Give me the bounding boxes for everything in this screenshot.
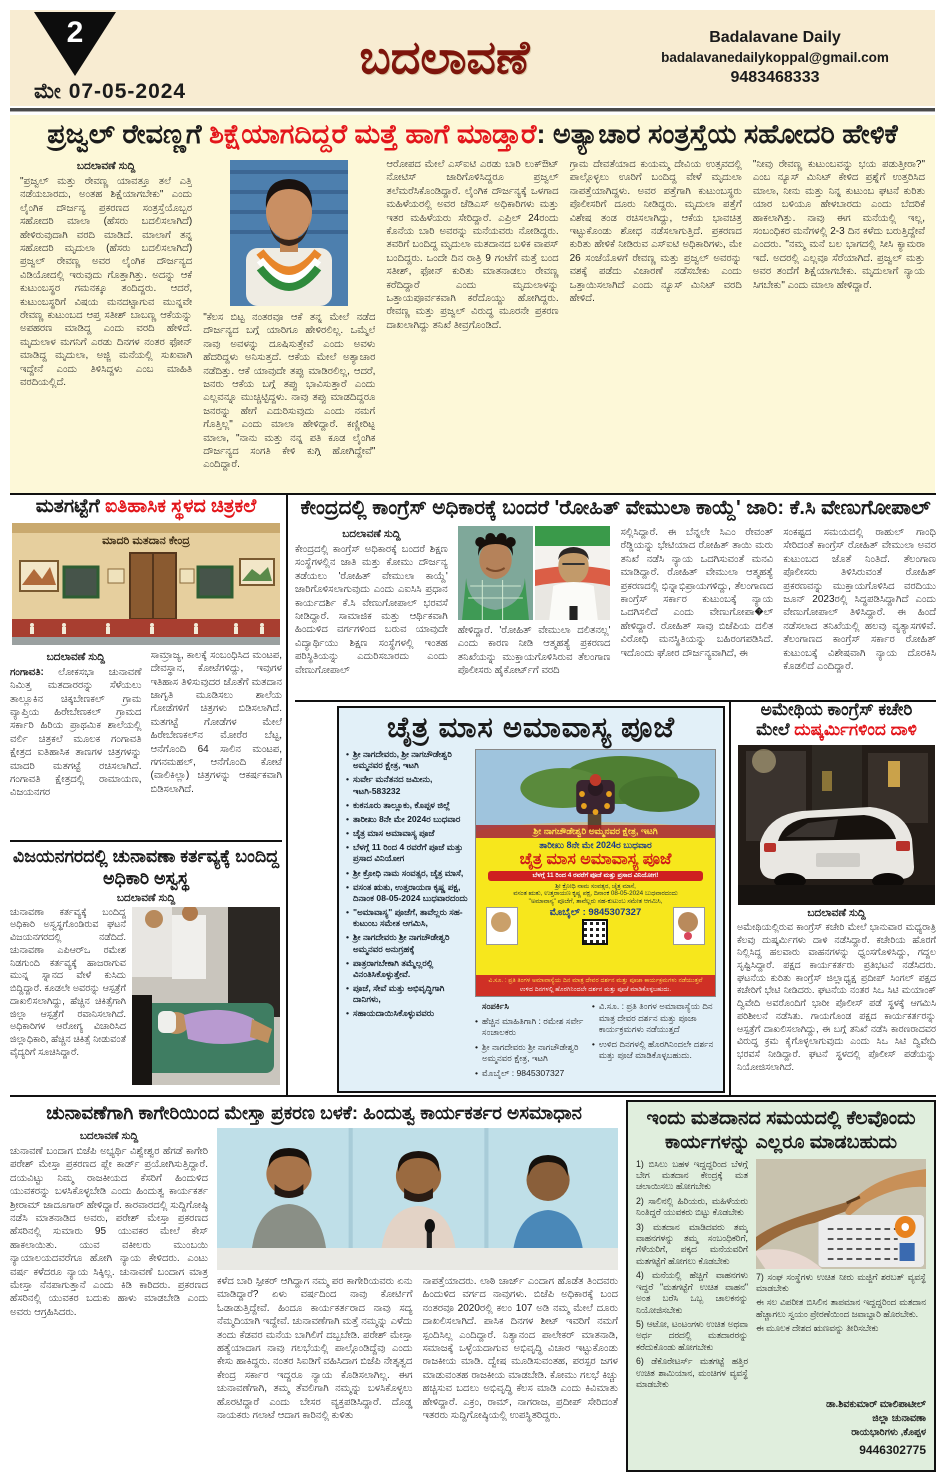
polling-art-headline-red: ಐತಿಹಾಸಿಕ ಸ್ಥಳದ ಚಿತ್ರಕಲೆ: [105, 497, 257, 517]
officer-headline: ವಿಜಯನಗರದಲ್ಲಿ ಚುನಾವಣಾ ಕರ್ತವ್ಯಕ್ಕೆ ಬಂದಿದ್ದ ಅಧಿಕಾರಿ ಅಸ್ವಸ್ಥ: [12, 846, 280, 888]
vemula-headline: ಕೇಂದ್ರದಲ್ಲಿ ಕಾಂಗ್ರೆಸ್ ಅಧಿಕಾರಕ್ಕೆ ಬಂದರೆ 'ರೋಹಿತ್ ವೇಮುಲಾ ಕಾಯ್ದೆ' ಜಾರಿ: ಕೆ.ಸಿ ವೇಣುಗೋಪಾಲ್: [300, 497, 931, 519]
sign-role-2: ರಾಯಭಾರಿಗಳು ,ಕೊಪ್ಪಳ: [851, 1427, 926, 1439]
edition-block: [10, 12, 264, 104]
lead-column-1: [20, 158, 192, 480]
left-col-divider-rule: [10, 840, 282, 842]
brand-email: badalavanedailykoppal@gmail.com: [661, 49, 889, 65]
mesta-col3-text: ನಾಪತ್ತೆಯಾದರು. ಲಾಠಿ ಚಾರ್ಜ್ ಎಂದಾಗ ಹೊಡೆತ ತಿಂದವರು ಹಿಂದುಳಿದ ವರ್ಗದ ನಾವುಗಳು. ಬಿಜೆಪಿ ಅಧಿಕಾರಕ್ಕೆ ಬಂದ ನಂತರವೂ 2020ರಲ್ಲಿ ಕಲಂ 107 ಅಡಿ ನಮ್ಮ ಮೇಲೆ ದೂರು ದಾಖಲಿಸಲಾಗಿದೆ. ಪಾಸಿಕ ದಿನಗಳ ಶೀಟ್ ಇವರಿಗೆ ನಮಗೆ ಸ್ಪಂದಿಸಿಲ್ಲ ಎಂದಿದ್ದಾರೆ. ನಿತ್ಯಾನಂದ ಪಾಲೇಕರ್ ಮಾತನಾಡಿ, ಸಮಾಜಕ್ಕೆ ಒಳ್ಳೆಯದಾಗುವ ಅಭಿವೃದ್ಧಿ ವಿಚಾರ ಇಟ್ಟುಕೊಂಡು ರಾಜಕೀಯ ಮಾಡಿ. ದ್ವೇಷ ಮೂಡಿಸುವಂತಹ, ಪರಸ್ಪರ ಜಗಳ ಮಾಡುವಂತಹ ರಾಜಕೀಯ ಮಾಡಬೇಡಿ. ಕೋಮು ಗಲಭೆ ಕಿಚ್ಚು ಹಚ್ಚಿಸುವ ಬದಲು ಅಭಿವೃದ್ಧಿ ಕೆಲಸ ಮಾಡಿ ಎಂದು ಕಿವಿಮಾತು ಹೇಳಿದ್ದಾರೆ. ಎಕ್ರಂ, ರಾಮ್, ನಾಗರಾಜ, ಪ್ರದೀಪ್ ಸೇರಿದಂತೆ ಇತರರು ಸುದ್ದಿಗೋಷ್ಠಿಯಲ್ಲಿ ಉಪಸ್ಥಿತರಿದ್ದರು.: [422, 1276, 618, 1421]
amethi-headline-line2-black: ಮೇಲೆ: [756, 720, 795, 740]
polling-art-col2-text: ಸಾಮ್ರಾಜ್ಯ, ಕಾಲಕ್ಕೆ ಸಂಬಂಧಿಸಿದ ಮಂಟಪ, ದೇವಸ್ಥಾನ, ಕೋಟೆಗಳಿದ್ದು, ಇವುಗಳ ಇತಿಹಾಸ ತಿಳಿಸುವುದರ ಜೊತೆಗೆ ಮತದಾನ ಜಾಗೃತಿ ಮೂಡಿಸಲು ಶಾಲೆಯ ಗೋಡೆಗಳಿಗೆ ಚಿತ್ರಗಳು ಬಿಡಿಸಲಾಗಿದೆ. ಮತಗಟ್ಟೆ ಗೋಡೆಗಳ ಮೇಲೆ ಹಿರೇಬೇಣಕಲ್‌ನ ಮೋರೆರ ಬೆಟ್ಟ, ಆನೆಗೊಂದಿ 64 ಸಾಲಿನ ಮಂಟಪ, ಗಗನಮಹಲ್, ಆನೆಗೊಂದಿ ಕೋಟೆ (ವಾಲಿಕಿಲ್ಲಾ) ಚಿತ್ರಗಳನ್ನು ಆಕರ್ಷಕವಾಗಿ ಬಿಡಿಸಲಾಗಿದೆ.: [150, 649, 282, 795]
polling-art-byline: ಬದಲಾವಣೆ ಸುದ್ದಿ: [46, 650, 105, 663]
brand-name: Badalavane Daily: [709, 29, 841, 47]
lead-headline-black-2: : ಅತ್ಯಾಚಾರ ಸಂತ್ರಸ್ತೆಯ ಸಹೋದರಿ ಹೇಳಿಕೆ: [536, 119, 898, 149]
tips-item: 5) ಆಟೋ, ಟಂಟಂಗಳು ಉಚಿತ ಅಥವಾ ಅರ್ಧ ದರದಲ್ಲಿ ಮತದಾರರನ್ನು ಕರೆದುಕೊಂಡು ಹೋಗಬೇಕು: [636, 1318, 748, 1352]
vemula-column-2: [458, 526, 611, 690]
chaitra-item: • ತಾರೀಖು 8ನೇ ಮೇ 2024ರ ಬುಧವಾರ: [346, 814, 468, 825]
officer-photo-graphic: [132, 907, 280, 1085]
poster-portrait-left: [486, 907, 518, 945]
poster-kshetra-line: ಶ್ರೀ ನಾಗಚೌಡೇಶ್ವರಿ ಅಮ್ಮನವರ ಕ್ಷೇತ್ರ, ಇಟಗಿ: [476, 825, 715, 838]
tips-list-left: [636, 1159, 748, 1459]
rohith-photo-graphic: [458, 526, 533, 620]
lead-byline: ಬದಲಾವಣೆ ಸುದ್ದಿ: [76, 160, 136, 173]
poster-small-line-2: ವಸಂತ ಋತು, ಉತ್ತರಾಯಣ ಕೃಷ್ಣ ಪಕ್ಷ, ದಿನಾಂಕ 08-05-2024 ಬುಧವಾರದಂದು: [513, 890, 678, 898]
amethi-body-text: ಅಮೇಥಿಯಲ್ಲಿರುವ ಕಾಂಗ್ರೆಸ್ ಕಚೇರಿ ಮೇಲೆ ಭಾನುವಾರ ಮಧ್ಯರಾತ್ರಿ ಕೆಲವು ದುಷ್ಕರ್ಮಿಗಳು ದಾಳಿ ನಡೆಸಿದ್ದಾರೆ. ಕಚೇರಿಯ ಹೊರಗೆ ನಿಲ್ಲಿಸಿದ್ದ ಹಲವಾರು ವಾಹನಗಳನ್ನು ಧ್ವಂಸಗೊಳಿಸಿದ್ದು, ಗದ್ದಲ ಸೃಷ್ಟಿಸಿದ್ದಾರೆ. ಪಕ್ಷದ ಕಾರ್ಯಕರ್ತರು ಪ್ರತಿಭಟನೆ ನಡೆಸಿದರು. ಘಟನೆಯ ಕುರಿತು ಕಾಂಗ್ರೆಸ್ ಜಿಲ್ಲಾಧ್ಯಕ್ಷ ಪ್ರದೀಪ್ ಸಿಂಗಲ್ ಪಕ್ಷದ ಕಚೇರಿಗೆ ಭೇಟಿ ನೀಡಿದರು. ಘಟನೆಯ ನಂತರ ಸಿಒ ಸಿಟಿ ಮಯಾಂಕ್ ದ್ವಿವೇದಿ ಅವರೊಂದಿಗೆ ಭಾರೀ ಪೊಲೀಸ್ ಪಡೆ ಸ್ಥಳಕ್ಕೆ ಆಗಮಿಸಿ ಪರಿಶೀಲನೆ ನಡೆಸಿತು. ಗಾಯಗೊಂಡ ಪಕ್ಷದ ಕಾರ್ಯಕರ್ತರನ್ನು ಆಸ್ಪತ್ರೆಗೆ ದಾಖಲಿಸಲಾಗಿದ್ದು, ಈ ಬಗ್ಗೆ ತನಿಖೆ ನಡೆಸಿ ಕಾರಣರಾದವರ ವಿರುದ್ಧ ಕ್ರಮ ಕೈಗೊಳ್ಳಲಾಗುವುದು ಎಂದು ಸಿಒ ಸಿಟಿ ದ್ವಿವೇದಿ ಭರವಸೆ ನೀಡಿದ್ದಾರೆ. ಘಟನೆ ಸ್ಥಳದಲ್ಲಿ ಪೊಲೀಸ್ ಪಡೆಯನ್ನು ನಿಯೋಜಿಸಲಾಗಿದೆ.: [737, 921, 936, 1073]
amethi-left-rule: [729, 702, 731, 1095]
poster-red-line-2: ಉಳಿದ ದಿನಗಳಲ್ಲಿ ಹೊರಗಿನಿಂದಲೇ ದರ್ಶನ ಮತ್ತು ಪೂಜೆ ಮಾಡಿಕೊಳ್ಳಬಹುದು.: [519, 985, 672, 993]
poster-small-line-3: "ಅಮಾವಾಸ್ಯ" ಪೂಜೆಗೆ, ತಾವೆಲ್ಲರು ಸಹ-ಕುಟುಂಬ ಸಮೇತ ಆಗಮಿಸಿ,: [528, 898, 663, 906]
chaitra-item: • ಶ್ರೀ ನಾಗದೇವರು ಶ್ರೀ ನಾಗಚೌಡೇಶ್ವರಿ ಅಮ್ಮನವರ ಅನುಗ್ರಹಕ್ಕೆ: [346, 932, 468, 954]
sign-role-1: ಜಿಲ್ಲಾ ಚುನಾವಣಾ: [872, 1413, 926, 1424]
poster-portrait-right: [673, 907, 705, 945]
car-photo-graphic: [738, 745, 935, 905]
lead-col1-text: "ಪ್ರಜ್ವಲ್ ಮತ್ತು ರೇವಣ್ಣ ಯಾವತ್ತೂ ತಲೆ ಎತ್ತಿ ನಡೆಯಬಾರದು, ಅಂತಹ ಶಿಕ್ಷೆಯಾಗಬೇಕು" ಎಂದು ಲೈಂಗಿಕ ದೌರ್ಜನ್ಯ ಪ್ರಕರಣದ ಸಂತ್ರಸ್ತೆಯೊಬ್ಬರ ಸಹೋದರಿ ಮಾಲಾ (ಹೆಸರು ಬದಲಿಸಲಾಗಿದೆ) ಹೇಳಿರುವುದಾಗಿ ವರದಿ ಮಾಡಿದೆ. ಮಾಲಾಗೆ ತನ್ನ ಸಹೋದರಿ ಮೃದುಲಾ (ಹೆಸರು ಬದಲಿಸಲಾಗಿದೆ) ಪ್ರಜ್ವಲ್ ರೇವಣ್ಣ ಅವರ ಲೈಂಗಿಕ ದೌರ್ಜನ್ಯದ ವಿಡಿಯೋದಲ್ಲಿ ಇರುವುದು ಗೊತ್ತಾಗಿತ್ತು. ಅದನ್ನು ಆಕೆ ಕುಟುಂಬಸ್ಥರ ಗಮನಕ್ಕೂ ತಂದಿದ್ದರು. ಆದರೆ, ಕುಟುಂಬಸ್ಥರಿಗೆ ವಿಷಯ ಮನದಟ್ಟಾಗುವ ಮುನ್ನವೇ ರೇವಣ್ಣ ಕುಟುಂಬದ ಆಪ್ತ ಸತೀಶ್ ಬಾಬಣ್ಣ ಆಕೆಯನ್ನು ಅಪಹರಣ ಮಾಡಿದ್ದ ಎಂದು ವರದಿ ಹೇಳಿದೆ. ಮೃದುಲಾಳ ಮಗನಿಗೆ ಎರಡು ದಿನಗಳ ನಂತರ ಫೋನ್ ಮಾಡಿದ್ದ ಮೃದುಲಾ, ಅಜ್ಜಿ ಮನೆಯಲ್ಲಿ ಸುಖವಾಗಿ ಇದ್ದೇನೆ ಎಂದು ತಿಳಿಸಿದ್ದಳು ಎಂಬ ಮಾಹಿತಿ ವರದಿಯಲ್ಲಿದೆ.: [20, 176, 193, 388]
lead-headline: [20, 119, 925, 150]
tips-headline-line1: ಇಂದು ಮತದಾನದ ಸಮಯದಲ್ಲಿ ಕೆಲವೊಂದು: [646, 1108, 916, 1129]
poster-mobile: ಮೊಬೈಲ್ : 9845307327: [549, 907, 642, 919]
poster-small-line-1: ಶ್ರೀ ಕ್ರೋಧಿ ನಾಮ ಸಂವತ್ಸರ, ಚೈತ್ರ ಮಾಸೆ,: [555, 882, 636, 890]
officer-byline: ಬದಲಾವಣೆ ಸುದ್ದಿ: [116, 891, 176, 904]
brand-phone: 9483468333: [730, 69, 820, 87]
press-conference-graphic: [217, 1128, 618, 1270]
newspaper-title: ಬದಲಾವಣೆ: [359, 31, 530, 83]
edition-date: ಮೇ 07-05-2024: [34, 80, 187, 103]
poster-red-line-1: ವಿ.ಸೂ. : ಪ್ರತಿ ತಿಂಗಳ ಅಮಾವಾಸ್ಯೆಯ ದಿನ ಮಾತ್ರ ದೇವರ ದರ್ಶನ ಮತ್ತು ಪೂಜಾ ಕಾರ್ಯಕ್ರಮಗಳು ನಡೆಯುತ್ತವೆ: [488, 977, 703, 985]
lead-col4-text: ಗ್ರಾಮ ದೇವತೆಯಾದ ಕುಯಮ್ಮ ದೇವಿಯ ಉತ್ಸವದಲ್ಲಿ ಪಾಲ್ಗೊಳ್ಳಲು ಊರಿಗೆ ಬಂದಿದ್ದ ವೇಳೆ ಮೃದುಲಾ ನಾಪತ್ತೆಯಾಗಿದ್ದಳು. ಅವರ ಪತ್ತೆಗಾಗಿ ಕುಟುಂಬಸ್ಥರು ಪೊಲೀಸರಿಗೆ ದೂರು ನೀಡಿದ್ದರು. ಮೃದುಲಾ ಪತ್ತೆಗೆ ವಿಶೇಷ ತಂಡ ರಚಿಸಲಾಗಿದ್ದು, ಆಕೆಯ ಭಾವಚಿತ್ರ ಇಟ್ಟುಕೊಂಡು ಶೋಧ ನಡೆಸಲಾಗುತ್ತಿದೆ. ಪ್ರಕರಣದ ಕುರಿತು ಹೇಳಿಕೆ ನೀಡಿರುವ ಎಸ್‌ಐಟಿ ಅಧಿಕಾರಿಗಳು, ಮೇ 26 ಸಂಜೆಯೊಳಗೆ ರೇವಣ್ಣ ಮತ್ತು ಪ್ರಜ್ವಲ್ ಅವರನ್ನು ವಶಕ್ಕೆ ಪಡೆದು ವಿಚಾರಣೆ ನಡೆಸಬೇಕು ಎಂದು ಒತ್ತಾಯಿಸಲಾಗಿದೆ ಎಂದು ನ್ಯೂಸ್ ಮಿನಿಟ್ ವರದಿ ಹೇಳಿದೆ.: [569, 159, 742, 304]
poster-photo-area: [476, 750, 715, 838]
venugopal-photo-graphic: [535, 526, 610, 620]
polling-art-headline: [10, 497, 282, 518]
voting-ink-photo: [756, 1159, 926, 1269]
chaitra-item: • "ಅಮಾವಾಸ್ಯ" ಪೂಜೆಗೆ, ತಾವೆಲ್ಲರು ಸಹ-ಕುಟುಂಬ ಸಮೇತ ಆಗಮಿಸಿ,: [346, 907, 468, 929]
lead-col5-text: "ನೀವು ರೇವಣ್ಣ ಕುಟುಂಬವನ್ನು ಭಯ ಪಡುತ್ತೀರಾ?" ಎಂಬ ನ್ಯೂಸ್ ಮಿನಿಟ್ ಕೇಳಿದ ಪ್ರಶ್ನೆಗೆ ಉತ್ತರಿಸಿದ ಮಾಲಾ, ನೀನು ಮತ್ತು ನಿನ್ನ ಕುಟುಂಬ ಘಟನೆ ಕುರಿತು ಯಾರ ಬಳಿಯೂ ಹೇಳಬಾರದು ಎಂದು ಬೆದರಿಕೆ ಹಾಕಲಾಗಿತ್ತು. ನಾವು ಈಗ ಮನೆಯಲ್ಲಿ ಇಲ್ಲ, ಸಂಬಂಧಿಕರ ಮನೆಗಳಲ್ಲಿ 2-3 ದಿನ ಕಳೆದು ಬರುತ್ತಿದ್ದೇವೆ ಎಂದರು. "ನಮ್ಮ ಮನೆ ಬಲ ಭಾಗದಲ್ಲಿ ಸೀಸಿ ಕ್ಯಾಮರಾ ಇದೆ. ಅದರಲ್ಲಿ ಎಲ್ಲವೂ ಸೆರೆಯಾಗಿದೆ. ಪ್ರಜ್ವಲ್ ಮತ್ತು ಅವರ ತಂದೆಗೆ ಶಿಕ್ಷೆಯಾಗಬೇಕು. ಮೃದುಲಾಗೆ ನ್ಯಾಯ ಸಿಗಬೇಕು" ಎಂದು ಮಾಲಾ ಹೇಳಿದ್ದಾರೆ.: [752, 159, 925, 291]
chaitra-notice-block: [592, 1001, 716, 1083]
chaitra-title: ಚೈತ್ರ ಮಾಸ ಅಮಾವಾಸ್ಯ ಪೂಜೆ: [386, 712, 676, 744]
polling-art-headline-black: ಮತಗಟ್ಟೆಗೆ: [35, 497, 105, 517]
contact-item: • ಹೆಚ್ಚಿನ ಮಾಹಿತಿಗಾಗಿ : ರಮೇಶ ಸರ್ವೇ ಸಂಚಾಲಕರು: [475, 1016, 586, 1039]
amethi-headline-line1: ಅಮೇಥಿಯ ಕಾಂಗ್ರೆಸ್ ಕಚೇರಿ: [760, 700, 913, 719]
qr-code-icon: [582, 919, 608, 945]
vemula-col4-text: ಸಂಕಷ್ಟದ ಸಮಯದಲ್ಲಿ ರಾಹುಲ್ ಗಾಂಧಿ ಸೇರಿದಂತೆ ಕಾಂಗ್ರೆಸ್ ರೋಹಿತ್ ವೇಮುಲಾ ಅವರ ಕುಟುಂಬದ ಜೊತೆ ನಿಂತಿದೆ. ತೆಲಂಗಾಣ ಪೊಲೀಸರು ತಿಳಿಸಿರುವಂತೆ ರೋಹಿತ್ ಪ್ರಕರಣವನ್ನು ಮುಕ್ತಾಯಗೊಳಿಸಿದ ವರದಿಯು ಜೂನ್ 2023ರಲ್ಲಿ ಸಿದ್ಧಪಡಿಸಿದ್ದಾಗಿದೆ ಎಂದು ವೇಣುಗೋಪಾಲ್ ತಿಳಿಸಿದ್ದಾರೆ. ಈ ಹಿಂದೆ ನಡೆಸಲಾದ ತನಿಖೆಯಲ್ಲಿ ಹಲವು ವ್ಯತ್ಯಾಸಗಳಿವೆ. ತೆಲಂಗಾಣದ ಕಾಂಗ್ರೆಸ್ ಸರ್ಕಾರ ರೋಹಿತ್ ಕುಟುಂಬಕ್ಕೆ ವಿಶೇಷವಾಗಿ ನ್ಯಾಯ ದೊರಕಿಸಿ ಕೊಡಲಿದೆ ಎಂದಿದ್ದಾರೆ.: [783, 527, 936, 672]
tips-headline-line2: ಕಾರ್ಯಗಳನ್ನು ಎಲ್ಲರೂ ಮಾಡಬಹುದು: [665, 1131, 897, 1153]
polling-station-wall-text: ಮಾದರಿ ಮತದಾನ ಕೇಂದ್ರ: [102, 534, 190, 547]
page-number-triangle: [34, 12, 116, 76]
officer-unwell-article: [10, 846, 282, 1092]
amethi-byline: ಬದಲಾವಣೆ ಸುದ್ದಿ: [807, 906, 866, 919]
polling-art-col1-text: ಲೋಕಸಭಾ ಚುನಾವಣೆ ನಿಮಿತ್ತ ಮತದಾರರನ್ನು ಸೆಳೆಯಲು ತಾಲ್ಲೂಕಿನ ಚಿಕ್ಕಬೇಣಕಲ್ ಗ್ರಾಮ ವ್ಯಾಪ್ತಿಯ ಹಿರೇಬೇಣಕಲ್ ಗ್ರಾಮದ ಸರ್ಕಾರಿ ಹಿರಿಯ ಪ್ರಾಥಮಿಕ ಶಾಲೆಯಲ್ಲಿ ವರ್ಲಿ ಚಿತ್ರಕಲೆ ಮೂಲಕ ಗಂಗಾವತಿ ಕ್ಷೇತ್ರದ ಐತಿಹಾಸಿಕ ತಾಣಗಳ ಚಿತ್ರಗಳನ್ನು ಮಾದರಿ ಮತಗಟ್ಟೆ ರಚಿಸಲಾಗಿದೆ. ಗಂಗಾವತಿ ಕ್ಷೇತ್ರದಲ್ಲಿ ರಾಮಾಯಣ, ವಿಜಯನಗರ: [10, 666, 142, 799]
contact-heading: ಸಂಪರ್ಕಿಸಿ: [482, 1001, 509, 1011]
poster-yellow-section: [476, 838, 715, 948]
chaitra-item: • ವಸಂತ ಋತು, ಉತ್ತರಾಯಣ ಕೃಷ್ಣ ಪಕ್ಷ, ದಿನಾಂಕ 08-05-2024 ಬುಧವಾರದಂದು: [346, 882, 468, 904]
lead-column-2: [203, 158, 375, 480]
polling-art-dateline: ಗಂಗಾವತಿ:: [10, 666, 44, 678]
contact-block: [625, 27, 935, 88]
polling-art-column-1: [10, 649, 142, 825]
chaitra-item: • ಸುರ್ವೇ ಮನೆತನದ ಜಮೀನು, ಇಟಗಿ-583232: [346, 774, 468, 796]
notice-item: • ಉಳಿದ ದಿನಗಳಲ್ಲಿ ಹೊರಗಿನಿಂದಲೇ ದರ್ಶನ ಮತ್ತು ಪೂಜೆ ಮಾಡಿಕೊಳ್ಳಬಹುದು.: [592, 1039, 716, 1062]
mesta-col2-text: ಕಳೆದ ಬಾರಿ ಸ್ಪೀಕರ್ ಆಗಿದ್ದಾಗ ನಮ್ಮ ಪರ ಕಾಗೇರಿಯವರು ಏನು ಮಾಡಿದ್ದಾರೆ? ಏಳು ವರ್ಷದಿಂದ ನಾವು ಕೋರ್ಟಿಗೆ ಓಡಾಡುತ್ತಿದ್ದೇವೆ. ಹಿಂದೂ ಕಾರ್ಯಕರ್ತರಾದ ನಾವು ಸದ್ಯ ನೆಮ್ಮದಿಯಾಗಿ ಇದ್ದೇವೆ. ಚುನಾವಣೆಗಾಗಿ ಮತ್ತೆ ನಮ್ಮನ್ನು ಎಳೆದು ತಂದು ಕೆಡವರ ಮನೆಯ ಬಾಗಿಲಿಗೆ ದಬ್ಬಬೇಡಿ. ಪರೇಶ್ ಮೇಸ್ತಾ ಹತ್ಯೆಯಾದಾಗ ನಾವು ಗಲಭೆಯಲ್ಲಿ ಪಾಲ್ಗೊಂಡಿದ್ದೆವು ಎಂದು ಕೇಸು ಹಾಕಿದ್ದರು. ನಂತರ ಸಿಐಡಿಗೆ ವಹಿಸಿದಾಗ ಬಿಜೆಪಿ ನೇತೃತ್ವದ ಕೇಂದ್ರ ಸರ್ಕಾರ ಇದ್ದರೂ ನ್ಯಾಯ ಕೊಡಿಸಲಾಗಿಲ್ಲ. ಈಗ ಚುನಾವಣೆಗಾಗಿ, ತಮ್ಮ ತೆವಲಿಗಾಗಿ ನಮ್ಮನ್ನು ಬಳಸಿಕೊಳ್ಳಲು ಹೊರಟಿದ್ದಾರೆ ಎಂದು ಬೇಸರ ವ್ಯಕ್ತಪಡಿಸಿದ್ದಾರೆ. ದೊಡ್ಡ ನಾಯಕರು ಗಲಾಟೆ ಆದಾಗ ಕಾರಿನಲ್ಲಿ ಕುಳಿತು: [217, 1276, 413, 1421]
amethi-headline: [737, 700, 936, 741]
voting-ink-graphic: [756, 1159, 926, 1269]
tips-item-7: 7) ಸಂಘ ಸಂಸ್ಥೆಗಳು ಉಚಿತ ನೀರು ಮಜ್ಜಿಗೆ ಶರಬತ್ ವ್ಯವಸ್ಥೆ ಮಾಡಬೇಕು: [756, 1271, 926, 1293]
chaitra-item: • ಶ್ರೀ ಕ್ರೋಧಿ ನಾಮ ಸಂವತ್ಸರ, ಚೈತ್ರ ಮಾಸೆ,: [346, 868, 468, 879]
poster-title: ಚೈತ್ರ ಮಾಸ ಅಮಾವಾಸ್ಯ ಪೂಜೆ: [519, 851, 672, 868]
poster-date-line: ತಾರೀಖು 8ನೇ ಮೇ 2024ರ ಬುಧವಾರ: [539, 840, 652, 850]
vemula-article: [295, 497, 936, 697]
chaitra-item: • ಪೂಜೆ, ಸೇವೆ ಮತ್ತು ಅಭಿವೃದ್ಧಿಗಾಗಿ ದಾನಿಗಳು,: [346, 983, 468, 1005]
polling-art-article: [10, 497, 282, 837]
sign-phone: 9446302775: [859, 1442, 926, 1457]
chaitra-pooja-notice: [337, 706, 725, 1093]
chaitra-item: • ಪಾತ್ರರಾಗಬೇಕಾಗಿ ತಮ್ಮೆಲ್ಲರಲ್ಲಿ ವಿನಂತಿಸಿಕೊಳ್ಳುತ್ತೇವೆ.: [346, 958, 468, 980]
amethi-headline-red: ದುಷ್ಕರ್ಮಿಗಳಿಂದ ದಾಳಿ: [794, 720, 917, 740]
chaitra-detail-list: [346, 749, 468, 1083]
mesta-article: [10, 1102, 618, 1473]
press-conference-photo: [217, 1128, 618, 1270]
tips-item: 4) ಮನೆಯಲ್ಲಿ ಹೆಚ್ಚಿಗೆ ವಾಹನಗಳು ಇದ್ದರೆ "ಮತಗಟ್ಟೆಗೆ ಉಚಿತ ವಾಹನ" ಅಂತ ಬರೆಸಿ ಒಬ್ಬ ಚಾಲಕನನ್ನು ನಿಯೋಜಿಸಬೇಕು: [636, 1270, 748, 1315]
mid-top-rule: [10, 493, 936, 495]
officer-photo: [132, 907, 280, 1085]
chaitra-item: • ಕುಕನೂರು ತಾಲ್ಲೂಕು, ಕೊಪ್ಪಳ ಜಿಲ್ಲೆ: [346, 800, 468, 811]
contact-item: • ಮೊಬೈಲ್ : 9845307327: [475, 1068, 586, 1080]
chaitra-item: • ಶ್ರೀ ನಾಗದೇವರು, ಶ್ರೀ ನಾಗಚೌಡೇಶ್ವರಿ ಅಮ್ಮನವರ ಕ್ಷೇತ್ರ, ಇಟಗಿ: [346, 749, 468, 771]
tips-item: 3) ಮತದಾನ ಮಾಡಿದವರು ತಮ್ಮ ವಾಹನಗಳನ್ನು ತಮ್ಮ ಸಂಬಂಧಿಕರಿಗೆ, ಗೆಳೆಯರಿಗೆ, ಪಕ್ಕದ ಮನೆಯವರಿಗೆ ಮತಗಟ್ಟೆಗೆ ಹೋಗಲು ಕೊಡಬೇಕು: [636, 1221, 748, 1266]
rohith-vemula-photo: [458, 526, 533, 620]
contact-item: • ಶ್ರೀ ನಾಗದೇವರು ಶ್ರೀ ನಾಗಚೌಡೇಶ್ವರಿ ಅಮ್ಮನವರ ಕ್ಷೇತ್ರ, ಇಟಗಿ: [475, 1042, 586, 1065]
portrait-photo-graphic: [230, 160, 348, 306]
lead-story: [10, 115, 935, 493]
lead-col3-text: ಆರೋಪದ ಮೇಲೆ ಎಸ್‌ಐಟಿ ಎರಡು ಬಾರಿ ಲುಕ್‌ಔಟ್ ನೋಟಿಸ್ ಜಾರಿಗೊಳಿಸಿದ್ದರೂ ಪ್ರಜ್ವಲ್ ತಲೆಮರೆಸಿಕೊಂಡಿದ್ದಾರೆ. ಲೈಂಗಿಕ ದೌರ್ಜನ್ಯಕ್ಕೆ ಒಳಗಾದ ಮಹಿಳೆಯರಲ್ಲಿ ಅವರ ಜೆಡಿಎಸ್ ಅಧಿಕಾರಿಗಳು ಮತ್ತು ಇತರ ಮಹಿಳೆಯರು ಸೇರಿದ್ದಾರೆ. ಎಪ್ರಿಲ್ 24ರಂದು ಕೊನೆಯ ಬಾರಿ ಅವರನ್ನು ಮನೆಯವರು ನೋಡಿದ್ದರು. ತವರಿಗೆ ಬಂದಿದ್ದ ಮೃದುಲಾ ಮತದಾನದ ಬಳಿಕ ವಾಪಸ್ ಬಂದಿದ್ದರು. ಒಂದೇ ದಿನ ರಾತ್ರಿ 9 ಗಂಟೆಗೆ ಮತ್ತೆ ಬಂದ ಸತೀಶ್, ಫೋನ್ ಕುರಿತು ಮಾತನಾಡಲು ರೇವಣ್ಣ ಕರೆದಿದ್ದಾರೆ ಎಂದು ಮೃದುಲಾಳನ್ನು ಒತ್ತಾಯಪೂರ್ವಕವಾಗಿ ಕರೆದೊಯ್ದು ಹೋಗಿದ್ದರು. ರೇವಣ್ಣ ಮತ್ತು ಪ್ರಜ್ವಲ್ ವಿರುದ್ಧ ಮೂರನೇ ಪ್ರಕರಣ ದಾಖಲಾಗಿದ್ದು ತನಿಖೆ ತೀವ್ರಗೊಂಡಿದೆ.: [386, 159, 559, 331]
tips-paragraph-1: ಈ ಸಲ ವಿಪರೀತ ಬಿಸಿಲಿನ ತಾಪಮಾನ ಇದ್ದದ್ದರಿಂದ ಮತದಾನ ಹೆಚ್ಚಾಗಲು ಸ್ವಯಂ ಪ್ರೇರಣೆಯಿಂದ ಜವಾಬ್ದಾರಿ ಹೊರಬೇಕು.: [756, 1297, 926, 1319]
tips-signature: [756, 1398, 926, 1459]
prajwal-revanna-photo: [230, 160, 348, 306]
vemula-col2-text: ಹೇಳಿದ್ದಾರೆ. 'ರೋಹಿತ್ ವೇಮುಲಾ ದಲಿತನಲ್ಲ' ಎಂದು ಕಾರಣ ನೀಡಿ ಆತ್ಮಹತ್ಯೆ ಪ್ರಕರಣದ ತನಿಖೆಯನ್ನು ಮುಕ್ತಾಯಗೊಳಿಸಿರುವ ತೆಲಂಗಾಣ ಪೊಲೀಸರು ಹೈಕೋರ್ಟ್‌ಗೆ ವರದಿ: [457, 625, 611, 677]
chaitra-item: • ಬೆಳಗ್ಗೆ 11 ರಿಂದ 4 ರವರೆಗೆ ಪೂಜೆ ಮತ್ತು ಪ್ರಸಾದ ವಿನಿಯೋಗ: [346, 842, 468, 864]
vemula-column-1: [295, 526, 448, 690]
vemula-byline: ಬದಲಾವಣೆ ಸುದ್ದಿ: [342, 528, 401, 540]
voting-tips-box: [626, 1100, 936, 1472]
poster-red-footer: [476, 975, 715, 996]
polling-station-photo: [12, 523, 280, 645]
header-rule: [10, 108, 935, 112]
notice-item: • ವಿ.ಸೂ. : ಪ್ರತಿ ತಿಂಗಳ ಅಮಾವಾಸ್ಯೆಯ ದಿನ ಮಾತ್ರ ದೇವರ ದರ್ಶನ ಮತ್ತು ಪೂಜಾ ಕಾರ್ಯಕ್ರಮಗಳು ನಡೆಯುತ್ತದೆ: [592, 1001, 716, 1036]
mesta-column-1: [10, 1128, 208, 1466]
tips-headline: [636, 1107, 926, 1155]
lead-headline-black-1: ಪ್ರಜ್ವಲ್ ರೇವಣ್ಣಗೆ: [47, 119, 210, 149]
lead-col2-text: "ಕೆಲಸ ಬಿಟ್ಟ ನಂತರವೂ ಆಕೆ ತನ್ನ ಮೇಲೆ ನಡೆದ ದೌರ್ಜನ್ಯದ ಬಗ್ಗೆ ಯಾರಿಗೂ ಹೇಳಿರಲಿಲ್ಲ. ಒಮ್ಮೆಲೆ ನಾವು ಅವಳನ್ನು ದೂಷಿಸುತ್ತೇವೆ ಎಂದು ಅವಳು ಹೆದರಿದ್ದಳು ಅನಿಸುತ್ತದೆ. ಆಕೆಯ ಮೇಲೆ ಅತ್ಯಾಚಾರ ನಡೆದಿತ್ತು. ಆಕೆ ಯಾವುದೇ ತಪ್ಪು ಮಾಡಿರಲಿಲ್ಲ, ಆದರೆ, ಜನರು ಆಕೆಯ ಬಗ್ಗೆ ತಪ್ಪು ಭಾವಿಸುತ್ತಾರೆ ಎಂದು ಎಲ್ಲವನ್ನೂ ಮುಚ್ಚಿಟ್ಟಿದ್ದಳು. ನಾವು ತಪ್ಪು ಮಾಡದಿದ್ದರೂ ಜನರನ್ನು ಹೇಗೆ ಎದುರಿಸುವುದು ಎಂದು ನಮಗೆ ಗೊತ್ತಿಲ್ಲ" ಎಂದು ಮಾಲಾ ಹೇಳಿದ್ದಾರೆ. ಕಣ್ಣೀರಿಟ್ಟ ಮಾಲಾ, "ನಾನು ಮತ್ತು ನನ್ನ ಪತಿ ಕೂಡ ಲೈಂಗಿಕ ದೌರ್ಜನ್ಯದ ಸಂಗತಿ ಕೇಳಿ ಕುಗ್ಗಿ ಹೋಗಿದ್ದೇವೆ" ಎಂದಿದ್ದಾರೆ.: [203, 312, 376, 471]
amethi-attack-article: [737, 700, 936, 1093]
chaitra-contact-block: [475, 1001, 586, 1083]
sign-name: ಡಾ.ಶಿವಕುಮಾರ್ ಮಾಲಿಪಾಟೀಲ್: [826, 1398, 926, 1410]
tips-item: 2) ಸಾಲಿನಲ್ಲಿ ಹಿರಿಯರು, ಮಹಿಳೆಯರು ನಿಂತಿದ್ದರೆ ಯುವಕರು ಬಿಟ್ಟು ಕೊಡಬೇಕು: [636, 1195, 748, 1218]
lead-headline-red: ಶಿಕ್ಷೆಯಾಗದಿದ್ದರೆ ಮತ್ತೆ ಹಾಗೆ ಮಾಡ್ತಾರೆ: [209, 119, 537, 149]
damaged-car-photo: [738, 745, 935, 905]
pooja-poster: [475, 749, 716, 997]
poster-time-strip: ಬೆಳಗ್ಗೆ 11 ರಿಂದ 4 ರವರೆಗೆ ಪೂಜೆ ಮತ್ತು ಪ್ರಸಾದ ವಿನಿಯೋಗ!: [488, 871, 703, 881]
kc-venugopal-photo: [535, 526, 610, 620]
chaitra-item: • ಚೈತ್ರ ಮಾಸ ಅಮಾವಾಸ್ಯ ಪೂಜೆ: [346, 828, 468, 839]
mesta-headline: ಚುನಾವಣೆಗಾಗಿ ಕಾಗೇರಿಯಿಂದ ಮೇಸ್ತಾ ಪ್ರಕರಣ ಬಳಕೆ: ಹಿಂದುತ್ವ ಕಾರ್ಯಕರ್ತರ ಅಸಮಾಧಾನ: [46, 1102, 582, 1123]
bottom-band-rule: [10, 1095, 936, 1097]
tips-list-right: [756, 1159, 926, 1459]
chaitra-item: • ಸಹಾಯದಾಯಿಸಿಕೊಳ್ಳುವವರು: [346, 1008, 468, 1019]
officer-col1-text: ಚುನಾವಣಾ ಕರ್ತವ್ಯಕ್ಕೆ ಬಂದಿದ್ದ ಅಧಿಕಾರಿ ಅಸ್ವಸ್ಥಗೊಂಡಿರುವ ಘಟನೆ ವಿಜಯನಗರದಲ್ಲಿ ನಡೆದಿದೆ. ಚುನಾವಣಾ ಎಪಿಆರ್‌ಒ ರಮೇಶ ನಿಡಗುಂದಿ ಕರ್ತವ್ಯಕ್ಕೆ ಹಾಜರಾಗುವ ಮುನ್ನ ಸ್ನಾನದ ವೇಳೆ ಕುಸಿದು ಬಿದ್ದಿದ್ದಾರೆ. ಕೂಡಲೇ ಅವರನ್ನು ಆಸ್ಪತ್ರೆಗೆ ದಾಖಲಿಸಲಾಗಿದ್ದು, ಹೆಚ್ಚಿನ ಚಿಕಿತ್ಸೆಗಾಗಿ ಜಿಲ್ಲಾ ಆಸ್ಪತ್ರೆಗೆ ರವಾನಿಸಲಾಗಿದೆ. ಅಧಿಕಾರಿಗಳ ಆರೋಗ್ಯ ವಿಚಾರಿಸಿದ ಜಿಲ್ಲಾಧಿಕಾರಿ, ಹೆಚ್ಚಿನ ಚಿಕಿತ್ಸೆ ನೀಡುವಂತೆ ವೈದ್ಯರಿಗೆ ಸೂಚಿಸಿದ್ದಾರೆ.: [10, 906, 126, 1058]
page-number: 2: [66, 16, 84, 49]
mesta-col1-text: ಚುನಾವಣೆ ಬಂದಾಗ ಬಿಜೆಪಿ ಅಭ್ಯರ್ಥಿ ವಿಶ್ವೇಶ್ವರ ಹೆಗಡೆ ಕಾಗೇರಿ ಪರೇಶ್ ಮೇಸ್ತಾ ಪ್ರಕರಣದ ಪ್ಲೇ ಕಾರ್ಡ್ ಪ್ರಯೋಗಿಸುತ್ತಿದ್ದಾರೆ. ದಯವಿಟ್ಟು ನಿಮ್ಮ ರಾಜಕೀಯದ ಕೆಸರಿಗೆ ಹಿಂದುಳಿದ ಯುವಕರನ್ನು ಬಳಸಿಕೊಳ್ಳಬೇಡಿ ಎಂದು ಹಿಂದುತ್ವ ಕಾರ್ಯಕರ್ತ ಶ್ರೀರಾಮ್ ಜಾದೂಗಾರ್ ಹೇಳಿದ್ದಾರೆ. ಕಾರವಾರದಲ್ಲಿ ಸುದ್ದಿಗೋಷ್ಠಿ ನಡೆಸಿ ಮಾತನಾಡಿದ ಅವರು, ಪರೇಶ್ ಮೇಸ್ತಾ ಪ್ರಕರಣದ ಹೆಸರಿನಲ್ಲಿ ಸುಮಾರು 95 ಯುವಕರ ಮೇಲೆ ಕೇಸ್ ಹಾಕಲಾಯಿತು. ಯುವ ವಕೀಲರು ಮುಂಬಯಿ ನ್ಯಾಯಾಲಯದವರೆಗೂ ಹೋಗಿ ನ್ಯಾಯ ಕೇಳಿದರು. ಎಂಟು ವರ್ಷ ಕಳೆದರೂ ನ್ಯಾಯ ಸಿಕ್ಕಿಲ್ಲ. ಚುನಾವಣೆ ಬಂದಾಗ ಮಾತ್ರ ಮೇಸ್ತಾ ನೆನಪಾಗುತ್ತಾನೆ ಎಂದು ಕಿಡಿ ಕಾರಿದರು. ಪ್ರಕರಣದ ಹೆಸರಿನಲ್ಲಿ ಯುವಕರ ಬದುಕು ಹಾಳು ಮಾಡಬೇಡಿ ಎಂದು ಅವರು ಆಗ್ರಹಿಸಿದರು.: [10, 1146, 208, 1318]
mid-vertical-rule: [286, 495, 288, 1095]
mesta-byline: ಬದಲಾವಣೆ ಸುದ್ದಿ: [79, 1130, 139, 1142]
vemula-col1-text: ಕೇಂದ್ರದಲ್ಲಿ ಕಾಂಗ್ರೆಸ್ ಅಧಿಕಾರಕ್ಕೆ ಬಂದರೆ ಶಿಕ್ಷಣ ಸಂಸ್ಥೆಗಳಲ್ಲಿನ ಜಾತಿ ಮತ್ತು ಕೋಮು ದೌರ್ಜನ್ಯ ತಡೆಯಲು 'ರೋಹಿತ್ ವೇಮುಲಾ ಕಾಯ್ದೆ' ಜಾರಿಗೊಳಿಸಲಾಗುವುದು ಎಂದು ಎಐಸಿಸಿ ಪ್ರಧಾನ ಕಾರ್ಯದರ್ಶಿ ಕೆ.ಸಿ ವೇಣುಗೋಪಾಲ್ ಭರವಸೆ ನೀಡಿದ್ದಾರೆ. ಸಾಮಾಜಿಕ ಮತ್ತು ಆರ್ಥಿಕವಾಗಿ ಹಿಂದುಳಿದ ವರ್ಗಗಳಿಂದ ಬರುವ ಯಾವುದೇ ವಿದ್ಯಾರ್ಥಿಯು ಶಿಕ್ಷಣ ಸಂಸ್ಥೆಗಳಲ್ಲಿ ಇಂತಹ ಪರಿಸ್ಥಿತಿಯನ್ನು ಎದುರಿಸಬಾರದು ಎಂದು ವೇಣುಗೋಪಾಲ್: [295, 544, 448, 676]
tips-paragraph-2: ಈ ಮೂಲಕ ದೇಶದ ಋಣವನ್ನು ತೀರಿಸಬೇಕು: [756, 1323, 879, 1334]
masthead-bar: [10, 10, 935, 106]
vemula-col3-text: ಸಲ್ಲಿಸಿದ್ದಾರೆ. ಈ ಬೆನ್ನಲೇ ಸಿಎಂ ರೇವಂತ್ ರೆಡ್ಡಿಯನ್ನು ಭೇಟಿಯಾದ ರೋಹಿತ್ ತಾಯಿ ಮರು ತನಿಖೆ ನಡೆಸಿ ನ್ಯಾಯ ಒದಗಿಸುವಂತೆ ಮನವಿ ಮಾಡಿದ್ದಾರೆ. ರೋಹಿತ್ ವೇಮುಲಾ ಆತ್ಮಹತ್ಯೆ ಪ್ರಕರಣದಲ್ಲಿ ಭಿನ್ನಾಭಿಪ್ರಾಯಗಳಿದ್ದು, ತೆಲಂಗಾಣದ ಕಾಂಗ್ರೆಸ್ ಸರ್ಕಾರ ಕುಟುಂಬಕ್ಕೆ ನ್ಯಾಯ ಒದಗಿಸಲಿದೆ ಎಂದು ವೇಣುಗೋಪಾ�ಲ್ ಹೇಳಿದ್ದಾರೆ. ರೋಹಿತ್ ಸಾವು ಬಿಜೆಪಿಯ ದಲಿತ ವಿರೋಧಿ ಮನಸ್ಥಿತಿಯನ್ನು ಬಹಿರಂಗಪಡಿಸಿದೆ. ಇದೊಂದು ಘೋರ ದೌರ್ಜನ್ಯವಾಗಿದೆ, ಈ: [620, 527, 774, 659]
tips-item: 6) ಡೆಕೊರೇಟರ್ಸ್ ಮತಗಟ್ಟೆ ಹತ್ತಿರ ಉಚಿತ ಶಾಮಿಯಾನ, ಮಂಚಿಗಳ ವ್ಯವಸ್ಥೆ ಮಾಡಬೇಕು: [636, 1356, 748, 1390]
tips-item: 1) ಬಿಸಿಲು ಬಹಳ ಇದ್ದದ್ದರಿಂದ ಬೆಳಗ್ಗೆ ಬೇಗ ಮತದಾನ ಕೇಂದ್ರಕ್ಕೆ ಮತ ಚಲಾಯಿಸಲು ಹೋಗಬೇಕು: [636, 1158, 748, 1192]
